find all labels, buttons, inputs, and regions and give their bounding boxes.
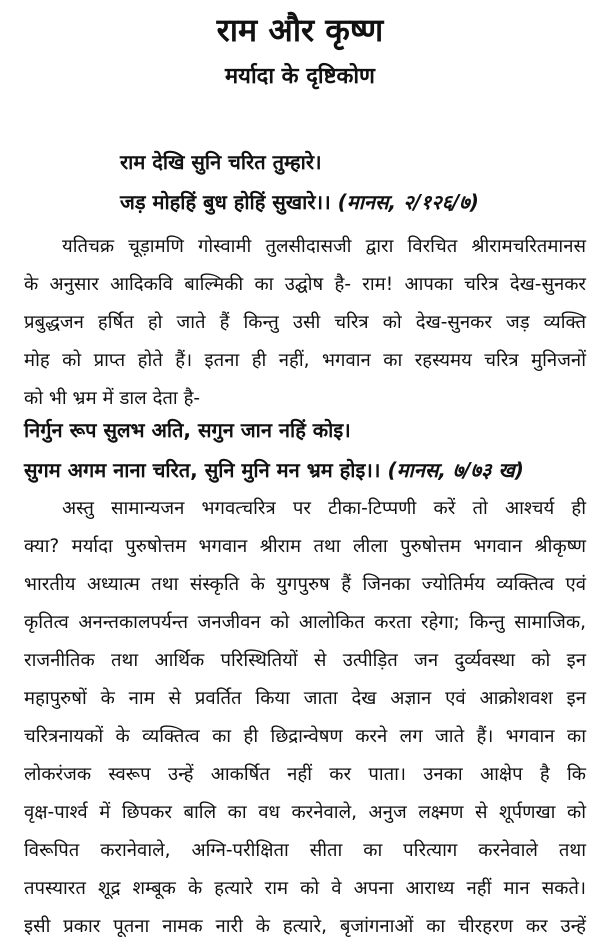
verse-line (120, 182, 479, 222)
paragraph-line: के अनुसार आदिकवि बाल्मिकी का उद्घोष है- राम! आपका चरित्र देख-सुनकर (24, 274, 586, 295)
paragraph-line: वृक्ष-पार्श्व में छिपकर बालि का वध करनेवाले, अनुज लक्ष्मण से शूर्पणखा को (24, 802, 586, 823)
paragraph-line: क्या? मर्यादा पुरुषोत्तम भगवान श्रीराम तथा लीला पुरुषोत्तम भगवान श्रीकृष्ण (24, 536, 586, 557)
paragraph-line: महापुरुषों के नाम से प्रवर्तित किया जाता देख अज्ञान एवं आक्रोशवश इन (24, 688, 586, 709)
verse-reference: (मानस, २/१२६/७) (337, 190, 479, 214)
paragraph-line: अस्तु सामान्यजन भगवत्चरित्र पर टीका-टिप्पणी करें तो आश्चर्य ही (62, 498, 586, 519)
paragraph-line: तपस्यारत शूद्र शम्बूक के हत्यारे राम को वे अपना आराध्य नहीं मान सकते। (24, 878, 586, 899)
paragraph-line: लोकरंजक स्वरूप उन्हें आकर्षित नहीं कर पाता। उनका आक्षेप है कि (24, 764, 586, 785)
paragraph-1 (24, 228, 586, 418)
verse-reference: (मानस, ७/७३ ख) (387, 458, 524, 482)
paragraph-line: राजनीतिक तथा आर्थिक परिस्थितियों से उत्पीड़ित जन दुर्व्यवस्था को इन (24, 650, 586, 671)
paragraph-line: इसी प्रकार पूतना नामक नारी के हत्यारे, बृजांगनाओं का चीरहरण कर उन्हें (24, 916, 586, 937)
paragraph-line: चरित्रनायकों के व्यक्तित्व का ही छिद्रान्वेषण करने लग जाते हैं। भगवान का (24, 726, 586, 747)
paragraph-line: कृतित्व अनन्तकालपर्यन्त जनजीवन को आलोकित करता रहेगा; किन्तु सामाजिक, (24, 612, 586, 633)
paragraph-line: को भी भ्रम में डाल देता है- (24, 388, 201, 409)
paragraph-2 (24, 490, 586, 946)
paragraph-line: भारतीय अध्यात्म तथा संस्कृति के युगपुरुष हैं जिनका ज्योतिर्मय व्यक्तित्व एवं (24, 574, 586, 595)
paragraph-line: प्रबुद्धजन हर्षित हो जाते हैं किन्तु उसी चरित्र को देख-सुनकर जड़ व्यक्ति (24, 312, 586, 333)
verse-line: निर्गुन रूप सुलभ अति, सगुन जान नहिं कोइ। (24, 418, 351, 442)
page-subtitle: मर्यादा के दृष्टिकोण (225, 64, 375, 89)
paragraph-line: मोह को प्राप्त होते हैं। इतना ही नहीं, भगवान का रहस्यमय चरित्र मुनिजनों (24, 350, 586, 371)
paragraph-line: यतिचक्र चूड़ामणि गोस्वामी तुलसीदासजी द्वारा विरचित श्रीरामचरितमानस (62, 236, 586, 257)
verse-line-text: जड़ मोहहिं बुध होहिं सुखारे।। (120, 190, 331, 214)
verse-block-2 (24, 410, 524, 490)
paragraph-line: विरूपित करानेवाले, अग्नि-परीक्षिता सीता का परित्याग करनेवाले तथा (24, 840, 586, 861)
verse-line: राम देखि सुनि चरित तुम्हारे। (120, 150, 322, 174)
verse-line (24, 450, 524, 490)
verse-line-text: सुगम अगम नाना चरित, सुनि मुनि मन भ्रम होइ।। (24, 458, 381, 482)
verse-block-1 (120, 142, 479, 222)
page-title: राम और कृष्ण (216, 11, 384, 49)
